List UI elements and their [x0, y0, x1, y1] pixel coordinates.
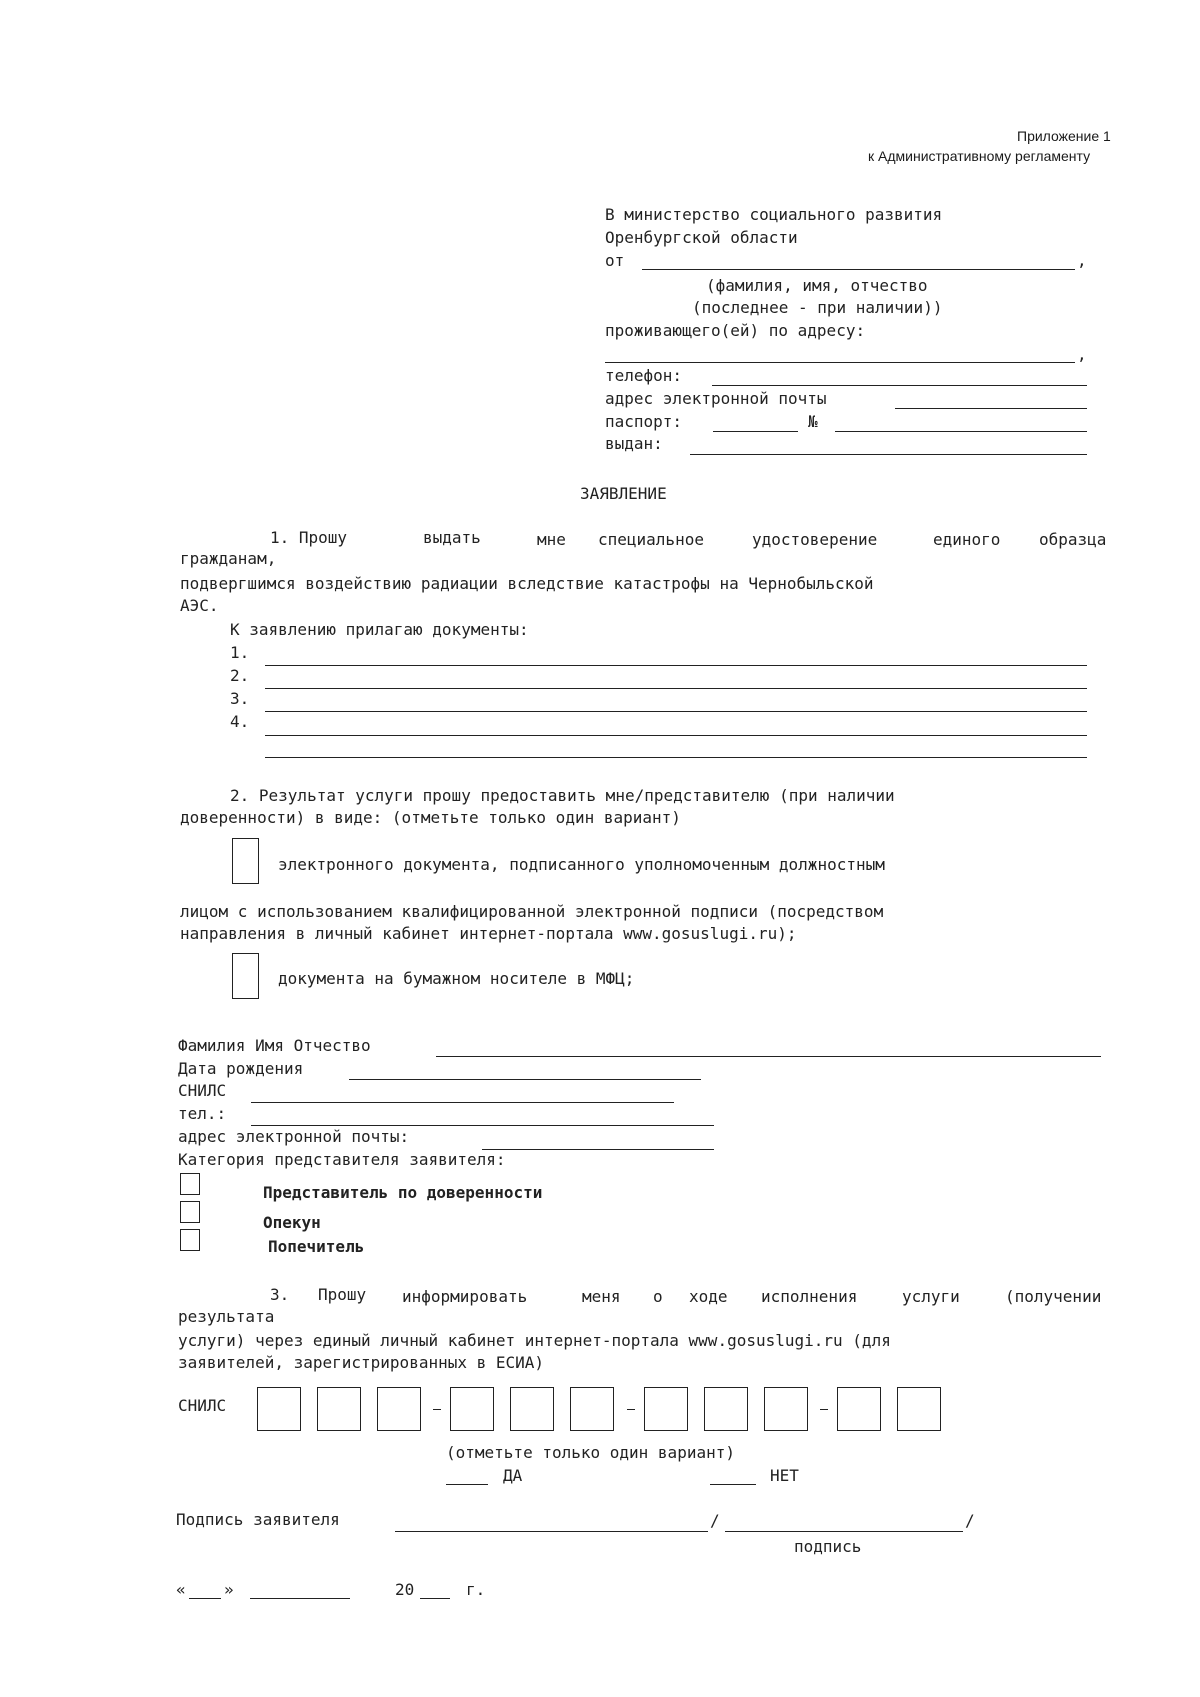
snils-digit-box[interactable]	[510, 1387, 554, 1431]
category-checkbox[interactable]	[180, 1229, 200, 1251]
passport-label: паспорт:	[605, 412, 683, 431]
rep-fio-line[interactable]	[436, 1056, 1101, 1057]
passport-series-line[interactable]	[713, 431, 798, 432]
s1-word: выдать	[423, 528, 481, 547]
issued-line[interactable]	[690, 454, 1087, 455]
signature-line[interactable]	[395, 1531, 708, 1532]
from-fio-line[interactable]	[642, 269, 1075, 270]
opt1-line3: направления в личный кабинет интернет-портала www.gosuslugi.ru);	[180, 924, 797, 943]
attach-item-line[interactable]	[265, 711, 1087, 712]
attach-item-number: 3.	[230, 689, 250, 708]
date-year-line[interactable]	[420, 1598, 450, 1599]
rep-birth-line[interactable]	[349, 1079, 701, 1080]
snils-digit-box[interactable]	[317, 1387, 361, 1431]
addressee-line2: Оренбургской области	[605, 228, 798, 247]
date-day-line[interactable]	[189, 1598, 221, 1599]
signature-name-line[interactable]	[725, 1531, 963, 1532]
address-label: проживающего(ей) по адресу:	[605, 321, 866, 340]
s3-line2: результата	[178, 1307, 275, 1326]
s1-line3: подвергшимся воздействию радиации вследствие катастрофы на Чернобыльской	[180, 574, 874, 593]
signature-slash: /	[965, 1511, 975, 1530]
s3-line4: заявителей, зарегистрированных в ЕСИА)	[178, 1353, 545, 1372]
s3-word: меня	[582, 1287, 621, 1306]
rep-snils-label: СНИЛС	[178, 1081, 227, 1100]
s3-word: Прошу	[318, 1285, 367, 1304]
snils-dash	[820, 1409, 828, 1410]
s2-line2: доверенности) в виде: (отметьте только один вариант)	[180, 808, 681, 827]
signature-hint: подпись	[794, 1537, 862, 1556]
comma: ,	[1077, 251, 1087, 270]
appendix-line2: к Административному регламенту	[868, 148, 1091, 164]
attach-item-line[interactable]	[265, 735, 1087, 736]
date-month-line[interactable]	[250, 1598, 350, 1599]
s3-word: информировать	[402, 1287, 528, 1306]
s3-word: ходе	[689, 1287, 728, 1306]
yes-label: ДА	[503, 1466, 523, 1485]
rep-phone-line[interactable]	[251, 1125, 714, 1126]
email-line[interactable]	[895, 408, 1087, 409]
s3-word: о	[653, 1287, 663, 1306]
snils-digit-box[interactable]	[837, 1387, 881, 1431]
opt2: документа на бумажном носителе в МФЦ;	[278, 969, 635, 988]
snils-digit-box[interactable]	[450, 1387, 494, 1431]
address-line[interactable]	[605, 362, 1075, 363]
comma: ,	[1077, 345, 1087, 364]
yes-mark-line[interactable]	[446, 1484, 488, 1485]
snils-dash	[627, 1409, 635, 1410]
snils-digit-box[interactable]	[764, 1387, 808, 1431]
year-prefix: 20	[395, 1580, 415, 1599]
signature-label: Подпись заявителя	[176, 1510, 340, 1529]
snils-label: СНИЛС	[178, 1396, 227, 1415]
attach-item-number: 4.	[230, 712, 250, 731]
s1-word: удостоверение	[752, 530, 878, 549]
s3-word: услуги	[902, 1287, 960, 1306]
s1-word: единого	[933, 530, 1001, 549]
rep-email-line[interactable]	[482, 1149, 714, 1150]
phone-line[interactable]	[712, 385, 1087, 386]
result-paper-checkbox[interactable]	[232, 953, 259, 999]
s3-word: (получении	[1005, 1287, 1102, 1306]
result-electronic-checkbox[interactable]	[232, 838, 259, 884]
attach-item-line[interactable]	[265, 757, 1087, 758]
s1-line2: гражданам,	[180, 549, 277, 568]
rep-phone-label: тел.:	[178, 1104, 227, 1123]
fio-hint-2: (последнее - при наличии))	[692, 298, 943, 317]
fio-hint-1: (фамилия, имя, отчество	[706, 276, 928, 295]
issued-label: выдан:	[605, 434, 663, 453]
snils-digit-box[interactable]	[377, 1387, 421, 1431]
no-mark-line[interactable]	[710, 1484, 756, 1485]
s1-word: 1. Прошу	[270, 528, 348, 547]
document-title: ЗАЯВЛЕНИЕ	[580, 484, 667, 503]
attach-label: К заявлению прилагаю документы:	[230, 620, 529, 639]
addressee-line1: В министерство социального развития	[605, 205, 943, 224]
attach-item-number: 2.	[230, 666, 250, 685]
choose-hint: (отметьте только один вариант)	[446, 1443, 735, 1462]
s3-word: 3.	[270, 1285, 290, 1304]
snils-digit-box[interactable]	[644, 1387, 688, 1431]
rep-snils-line[interactable]	[251, 1102, 674, 1103]
from-label: от	[605, 251, 625, 270]
snils-digit-box[interactable]	[257, 1387, 301, 1431]
no-label: НЕТ	[770, 1466, 799, 1485]
year-suffix: г.	[466, 1580, 486, 1599]
s1-word: мне	[537, 530, 566, 549]
appendix-line1: Приложение 1	[1017, 128, 1111, 144]
rep-email-label: адрес электронной почты:	[178, 1127, 410, 1146]
rep-category-label: Категория представителя заявителя:	[178, 1150, 506, 1169]
rep-birth-label: Дата рождения	[178, 1059, 304, 1078]
snils-dash	[433, 1409, 441, 1410]
phone-label: телефон:	[605, 366, 683, 385]
s1-word: образца	[1039, 530, 1107, 549]
opt1-line2: лицом с использованием квалифицированной электронной подписи (посредством	[180, 902, 884, 921]
category-checkbox[interactable]	[180, 1201, 200, 1223]
category-option: Попечитель	[268, 1237, 365, 1256]
passport-number-line[interactable]	[835, 431, 1087, 432]
s2-line1: 2. Результат услуги прошу предоставить мне/представителю (при наличии	[230, 786, 895, 805]
attach-item-line[interactable]	[265, 688, 1087, 689]
rep-fio-label: Фамилия Имя Отчество	[178, 1036, 371, 1055]
date-close-quote: »	[224, 1580, 234, 1599]
email-label: адрес электронной почты	[605, 389, 827, 408]
snils-digit-box[interactable]	[704, 1387, 748, 1431]
category-checkbox[interactable]	[180, 1173, 200, 1195]
snils-digit-box[interactable]	[570, 1387, 614, 1431]
signature-slash: /	[710, 1511, 720, 1530]
s1-word: специальное	[598, 530, 704, 549]
snils-digit-box[interactable]	[897, 1387, 941, 1431]
category-option: Опекун	[263, 1213, 321, 1232]
number-sign: №	[808, 412, 818, 431]
s3-line3: услуги) через единый личный кабинет интернет-портала www.gosuslugi.ru (для	[178, 1331, 891, 1350]
date-open-quote: «	[176, 1580, 186, 1599]
s3-word: исполнения	[761, 1287, 858, 1306]
attach-item-line[interactable]	[265, 665, 1087, 666]
category-option: Представитель по доверенности	[263, 1183, 543, 1202]
opt1-line1: электронного документа, подписанного уполномоченным должностным	[278, 855, 885, 874]
s1-line4: АЭС.	[180, 596, 219, 615]
attach-item-number: 1.	[230, 643, 250, 662]
